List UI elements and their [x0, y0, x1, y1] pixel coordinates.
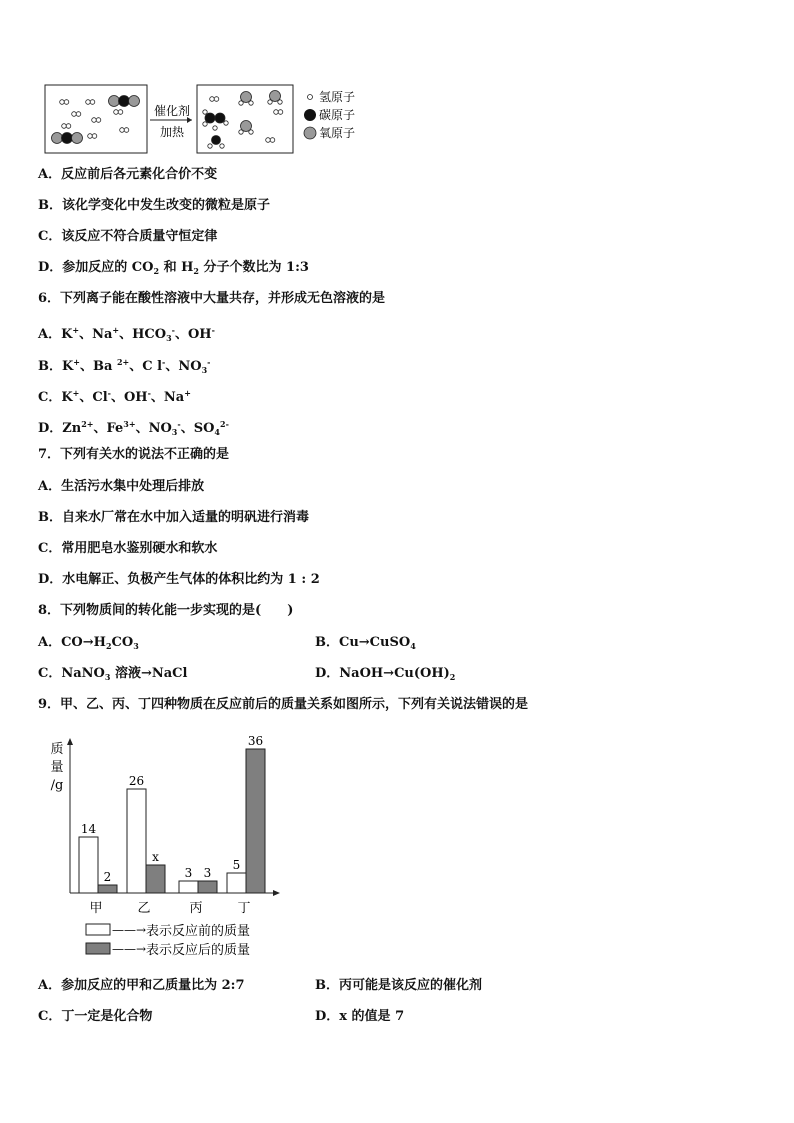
q9-option-d: D．x 的值是 7	[315, 1009, 405, 1024]
water-molecule	[239, 92, 253, 106]
q6-option-a: A．K+、Na+、$HCO_3^-$、OH-	[38, 325, 215, 343]
y-axis-label	[50, 742, 63, 793]
q8-option-d: D．$NaOH\to Cu(OH)_2$	[315, 666, 456, 682]
q7-option-d: D．水电解正、负极产生气体的体积比约为 1 : 2	[38, 572, 320, 587]
q6-option-d: D．$Zn^{2+}$、$Fe^{3+}$、$NO_3^-$、$SO_4^{2-}$	[38, 419, 229, 437]
arrow-bottom-label: 加热	[159, 125, 185, 139]
chart-legend	[86, 923, 250, 958]
x-tick-label: 甲	[89, 901, 103, 916]
reaction-diagram	[44, 84, 374, 156]
bar-data-label: 3	[203, 866, 212, 880]
x-axis-arrowhead	[273, 890, 280, 896]
bar-after-2	[198, 881, 217, 893]
y-axis-label-part: 质	[50, 742, 64, 757]
q7-stem: 7．下列有关水的说法不正确的是	[38, 447, 230, 462]
legend-oxygen: 氧原子	[319, 126, 356, 140]
q9-option-a: A．参加反应的甲和乙质量比为 2:7	[38, 978, 245, 993]
y-axis-arrowhead	[67, 738, 73, 745]
q8-option-b: B．Cu→CuSO$_4$	[315, 635, 416, 651]
bar-before-0	[79, 837, 98, 893]
x-tick-label: 乙	[137, 901, 151, 916]
bar-data-label: 26	[128, 774, 145, 788]
q6-option-b: B．K+、Ba $^{2+}$、C l-、$NO_3^-$	[38, 357, 211, 375]
bar-after-3	[246, 749, 265, 893]
hydrogen-atom-icon	[308, 95, 313, 100]
y-axis-label-part: /g	[50, 778, 64, 793]
bar-after-0	[98, 885, 117, 893]
bar-data-label: 14	[80, 822, 97, 836]
q9-stem: 9．甲、乙、丙、丁四种物质在反应前后的质量关系如图所示，下列有关说法错误的是	[38, 697, 529, 712]
q8-option-c: C．NaNO$_3$ 溶液→NaCl	[38, 666, 188, 682]
bar-after-1	[146, 865, 165, 893]
q5-option-a: A．反应前后各元素化合价不变	[38, 167, 218, 182]
bar-before-3	[227, 873, 246, 893]
legend-carbon: 碳原子	[319, 108, 356, 122]
q7-option-c: C．常用肥皂水鉴别硬水和软水	[38, 541, 218, 556]
methanol-molecule	[208, 136, 224, 149]
co2-molecule	[109, 96, 140, 107]
bar-data-label: 3	[184, 866, 193, 880]
bar-data-label: 5	[232, 858, 241, 872]
x-tick-labels	[89, 901, 250, 916]
q6-option-c: C．K+、Cl-、OH-、Na+	[38, 388, 191, 405]
bar-data-label: 36	[247, 734, 264, 748]
methanol-molecule	[203, 110, 228, 130]
hydrogen-molecules-reactant	[60, 100, 129, 139]
q5-option-b: B．该化学变化中发生改变的微粒是原子	[38, 198, 270, 213]
legend-swatch	[86, 943, 110, 954]
q9-option-b: B．丙可能是该反应的催化剂	[315, 978, 482, 993]
arrow-top-label: 催化剂	[153, 104, 191, 118]
oxygen-atom-icon	[304, 127, 316, 139]
y-axis-label-part: 量	[50, 760, 64, 775]
bar-data-label: x	[152, 850, 159, 864]
chart-bars	[79, 734, 265, 893]
mass-bar-chart	[44, 734, 294, 964]
q8-option-a: A．$CO\to H_2CO_3$	[38, 635, 139, 651]
legend-arrow: ——→	[112, 942, 147, 956]
q8-stem: 8．下列物质间的转化能一步实现的是( )	[38, 603, 294, 618]
q6-stem: 6．下列离子能在酸性溶液中大量共存，并形成无色溶液的是	[38, 291, 386, 306]
q7-option-a: A．生活污水集中处理后排放	[38, 479, 205, 494]
bar-before-1	[127, 789, 146, 893]
q5-option-d: D．参加反应的 $CO_2$ 和 $H_2$ 分子个数比为 1:3	[38, 260, 309, 276]
co2-molecule	[52, 133, 83, 144]
legend-arrow: ——→	[112, 923, 147, 937]
water-molecule	[239, 121, 253, 135]
bar-before-2	[179, 881, 198, 893]
legend-hydrogen: 氢原子	[319, 90, 356, 104]
water-molecule	[268, 91, 282, 105]
q5-option-c: C．该反应不符合质量守恒定律	[38, 229, 218, 244]
x-tick-label: 丁	[237, 901, 251, 916]
legend-swatch	[86, 924, 110, 935]
q7-option-b: B．自来水厂常在水中加入适量的明矾进行消毒	[38, 510, 309, 525]
carbon-atom-icon	[304, 109, 316, 121]
legend-label: 表示反应前的质量	[146, 924, 251, 939]
q9-option-c: C．丁一定是化合物	[38, 1009, 153, 1024]
x-tick-label: 丙	[189, 901, 203, 916]
legend-label: 表示反应后的质量	[146, 943, 251, 958]
bar-data-label: 2	[103, 870, 112, 884]
